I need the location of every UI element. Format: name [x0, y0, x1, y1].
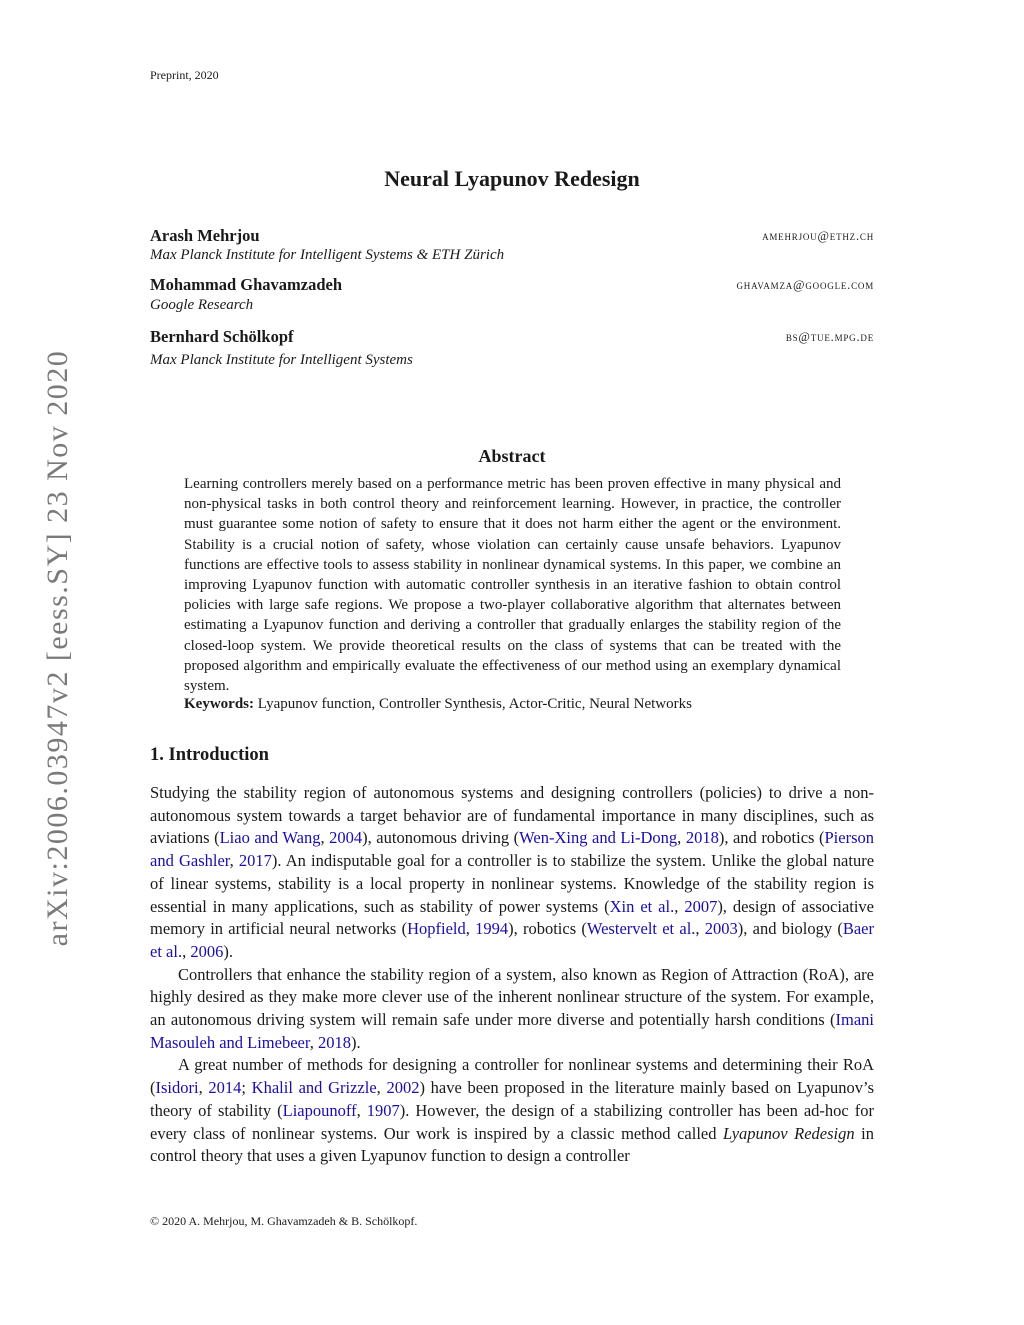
citation-link[interactable]: Isidori	[155, 1078, 199, 1098]
text-run: Studying the stability region of autonomous systems and designing controllers (policies) to drive a non-autonomous system towards a target behavior are of fundamental importance in many disciplines, such as aviations (	[150, 783, 874, 848]
author-email[interactable]: bs@tue.mpg.de	[785, 330, 874, 344]
author-2	[150, 275, 874, 297]
author-1	[150, 226, 874, 248]
introduction-body	[150, 782, 874, 1168]
citation-link[interactable]: Hopfield	[407, 919, 466, 939]
author-affiliation: Max Planck Institute for Intelligent Systems	[150, 352, 413, 368]
citation-year-link[interactable]: 2014	[208, 1078, 242, 1098]
text-run: A great number of methods for designing a controller for nonlinear systems and determining their RoA (	[150, 1055, 874, 1098]
author-name: Arash Mehrjou	[150, 226, 260, 245]
text-run: ).	[350, 1032, 361, 1052]
author-email[interactable]: ghavamza@google.com	[736, 278, 874, 292]
citation-link[interactable]: Khalil and Grizzle	[251, 1078, 377, 1098]
text-run: ). However, the design of a stabilizing controller has been ad-hoc for every class of nonlinear systems. Our work is inspired by a classic method called	[150, 1100, 875, 1143]
citation-year-link[interactable]: 2018	[685, 828, 719, 848]
intro-paragraph-1: Studying the stability region of autonomous systems and designing controllers (policies) to drive a non-autonomous system towards a target behavior are of fundamental importance in many disciplines, such as aviations (Liao and Wang, 2004), autonomous driving (Wen-Xing and Li-Dong, 2018), and robotics (Pierson and Gashler, 2017). An indisputable goal for a controller is to stabilize the system. Unlike the global nature of linear systems, stability is a local property in nonlinear systems. Knowledge of the stability region is essential in many applications, such as stability of power systems (Xin et al., 2007), design of associative memory in artificial neural networks (Hopfield, 1994), robotics (Westervelt et al., 2003), and biology (Baer et al., 2006).	[150, 783, 875, 961]
citation-link[interactable]: Imani Masouleh and Limebeer	[150, 1010, 874, 1052]
citation-link[interactable]: Wen-Xing and Li-Dong	[519, 828, 678, 848]
citation-year-link[interactable]: 1907	[366, 1100, 400, 1120]
citation-link[interactable]: Pierson and Gashler	[150, 828, 874, 871]
text-run: ), design of associative memory in artificial neural networks (	[150, 896, 875, 939]
author-name: Bernhard Schölkopf	[150, 327, 294, 346]
citation-link[interactable]: Baer et al.	[150, 919, 874, 961]
text-run: ). An indisputable goal for a controller is to stabilize the system. Unlike the global nature of linear systems, stability is a local property in nonlinear systems. Knowledge of the stability region is essential in many applications, such as stability of power systems (	[150, 851, 875, 916]
arxiv-sidebar-stamp: arXiv:2006.03947v2 [eess.SY] 23 Nov 2020	[41, 349, 74, 947]
emphasis-term: Lyapunov Redesign	[723, 1123, 855, 1143]
citation-link[interactable]: Liao and Wang	[219, 828, 321, 848]
paper-title: Neural Lyapunov Redesign	[384, 166, 640, 191]
author-name: Mohammad Ghavamzadeh	[150, 275, 343, 294]
preprint-label: Preprint, 2020	[150, 68, 219, 82]
text-run: ), and biology (	[737, 919, 843, 939]
text-run: ), and robotics (	[718, 828, 825, 848]
text-run: ) have been proposed in the literature mainly based on Lyapunov’s theory of stability (	[150, 1078, 874, 1120]
keywords	[184, 696, 841, 713]
abstract-text: Learning controllers merely based on a performance metric has been proven effective in many physical and non-physical tasks in both control theory and reinforcement learning. However, in practice, the controller must guarantee some notion of safety to ensure that it does not harm either the agent or the environment. Stability is a crucial notion of safety, whose violation can certainly cause unsafe behaviors. Lyapunov functions are effective tools to assess stability in nonlinear dynamical systems. In this paper, we combine an improving Lyapunov function with automatic controller synthesis in an iterative fashion to obtain control policies with large safe regions. We propose a two-player collaborative algorithm that alternates between estimating a Lyapunov function and deriving a controller that gradually enlarges the stability region of the closed-loop system. We provide theoretical results on the class of systems that can be treated with the proposed algorithm and empirically evaluate the effectiveness of our method using an exemplary dynamical system.	[184, 476, 841, 695]
abstract-heading: Abstract	[478, 446, 546, 466]
citation-year-link[interactable]: 1994	[475, 919, 509, 939]
text-run: Controllers that enhance the stability region of a system, also known as Region of Attraction (RoA), are highly desired as they make more clever use of the inherent nonlinear structure of the system. For example, an autonomous driving system will remain safe under more diverse and potentially harsh conditions (	[150, 964, 874, 1030]
citation-year-link[interactable]: 2004	[329, 828, 363, 848]
citation-year-link[interactable]: 2003	[704, 919, 738, 939]
author-affiliation: Max Planck Institute for Intelligent Systems & ETH Zürich	[150, 247, 505, 263]
intro-paragraph-3: A great number of methods for designing a controller for nonlinear systems and determining their RoA (Isidori, 2014; Khalil and Grizzle, 2002) have been proposed in the literature mainly based on Lyapunov’s theory of stability (Liapounoff, 1907). However, the design of a stabilizing controller has been ad-hoc for every class of nonlinear systems. Our work is inspired by a classic method called Lyapunov Redesign in control theory that uses a given Lyapunov function to design a controller	[150, 1055, 875, 1166]
section-heading-introduction: 1. Introduction	[150, 745, 269, 765]
author-affiliation: Google Research	[150, 297, 254, 313]
citation-year-link[interactable]: 2007	[684, 896, 718, 916]
text-run: ), autonomous driving (	[362, 828, 520, 848]
text-run: ).	[223, 941, 233, 961]
citation-year-link[interactable]: 2006	[190, 941, 224, 961]
citation-year-link[interactable]: 2017	[238, 851, 272, 871]
author-email[interactable]: amehrjou@ethz.ch	[762, 229, 874, 243]
citation-year-link[interactable]: 2002	[386, 1078, 420, 1098]
citation-year-link[interactable]: 2018	[317, 1032, 351, 1052]
text-run: ), robotics (	[508, 919, 587, 939]
citation-link[interactable]: Xin et al.	[609, 896, 675, 916]
text-run: in control theory that uses a given Lyapunov function to design a controller	[150, 1123, 874, 1166]
citation-link[interactable]: Westervelt et al.	[586, 919, 696, 939]
keywords-list: Lyapunov function, Controller Synthesis, Actor-Critic, Neural Networks	[257, 696, 692, 712]
copyright-footer: © 2020 A. Mehrjou, M. Ghavamzadeh & B. Schölkopf.	[150, 1214, 418, 1228]
keywords-label: Keywords:	[184, 696, 254, 712]
author-3	[150, 327, 874, 349]
intro-paragraph-2: Controllers that enhance the stability region of a system, also known as Region of Attraction (RoA), are highly desired as they make more clever use of the inherent nonlinear structure of the system. For example, an autonomous driving system will remain safe under more diverse and potentially harsh conditions (Imani Masouleh and Limebeer, 2018).	[150, 964, 874, 1052]
citation-link[interactable]: Liapounoff	[282, 1100, 357, 1120]
